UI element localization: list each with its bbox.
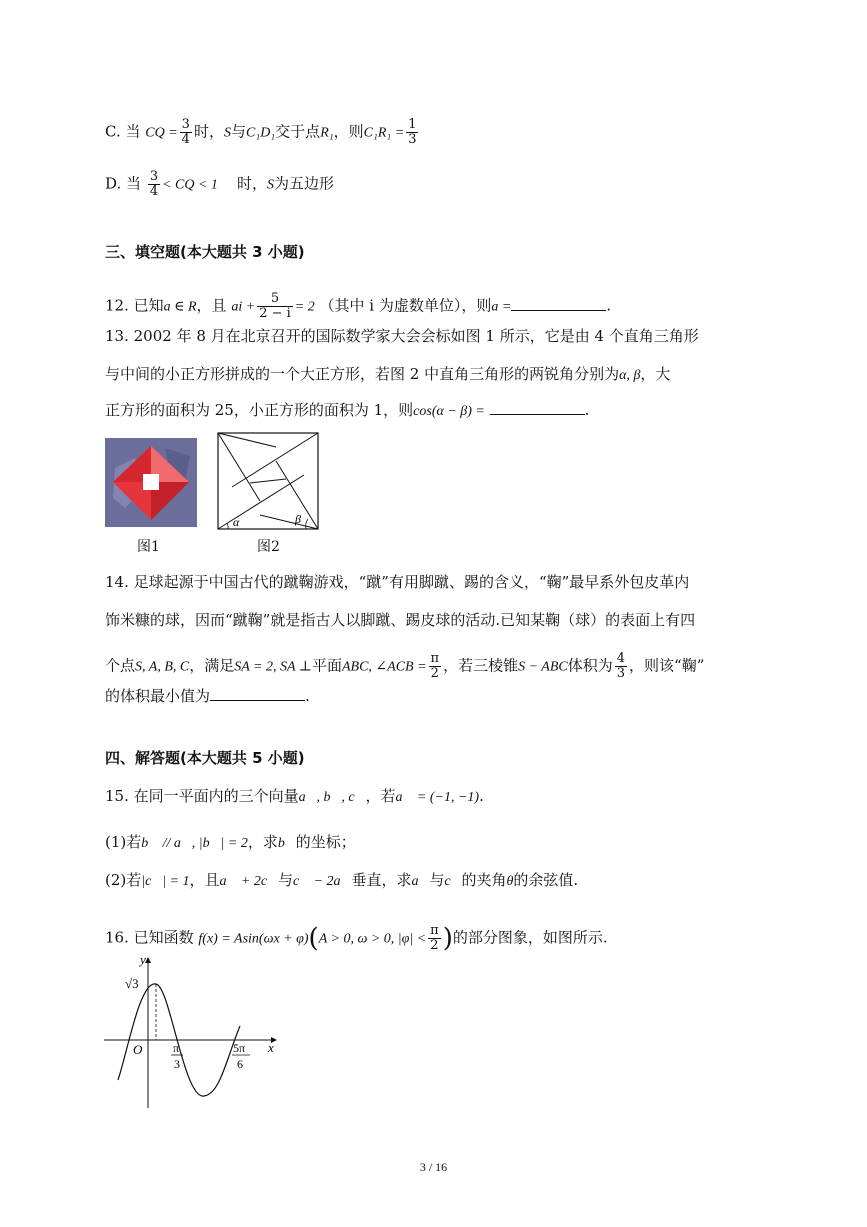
text: 15. 在同一平面内的三个向量	[105, 787, 299, 805]
q14-line-4	[105, 686, 310, 706]
math: f(x) = Asin(ωx + φ)	[198, 931, 309, 947]
fraction-denominator: 3	[616, 666, 626, 681]
text: 的体积最小值为	[105, 687, 211, 705]
math: |c⃗| = 1	[141, 874, 190, 889]
option-d-condition: < CQ < 1	[162, 177, 218, 193]
fraction-numerator: 4	[616, 651, 626, 666]
math: a⃗ = (−1, −1)	[395, 790, 480, 805]
fraction	[257, 292, 293, 321]
section-heading-3: 三、填空题(本大题共 3 小题)	[105, 243, 305, 261]
tick-2-den: 6	[237, 1057, 243, 1071]
math-point: R₁	[320, 125, 334, 141]
paren-close: )	[442, 923, 453, 954]
math: a ∈ R	[163, 299, 197, 315]
logo-small-square	[143, 474, 159, 490]
triangle-side	[260, 515, 318, 529]
text: .	[584, 401, 590, 419]
origin-label: O	[133, 1042, 143, 1057]
text: ，大	[640, 365, 671, 383]
q15-part-1	[105, 832, 356, 854]
triangle-side	[232, 433, 318, 487]
text: 与	[429, 871, 445, 889]
fraction-denominator: 4	[149, 184, 159, 199]
tick-1-num: π	[173, 1041, 180, 1055]
text: 时，	[237, 174, 268, 193]
question-16	[105, 924, 608, 953]
math: ai +	[231, 299, 256, 315]
angle-arc	[306, 519, 308, 529]
text: ，且	[189, 871, 220, 889]
math: cos(α − β) =	[413, 404, 485, 419]
text: ，若三棱锥	[443, 656, 519, 675]
text: 的余弦值.	[513, 871, 579, 889]
question-12	[105, 292, 611, 321]
math: α, β	[619, 368, 641, 383]
text: (2)若	[105, 871, 142, 889]
math-s: S	[267, 177, 275, 193]
fraction	[148, 170, 160, 199]
q14-line-3	[105, 652, 704, 681]
math: a⃗	[411, 874, 430, 889]
section-heading-4: 四、解答题(本大题共 5 小题)	[105, 749, 305, 767]
figure-2-diagram	[216, 431, 320, 531]
answer-blank[interactable]	[490, 400, 585, 415]
math: b⃗ // a⃗, |b⃗| = 2	[141, 836, 248, 851]
y-axis-label: y	[140, 952, 146, 967]
text: ，求	[247, 833, 278, 851]
math: c⃗	[444, 874, 462, 889]
alpha-label: α	[233, 515, 240, 529]
text: 平面	[311, 656, 342, 675]
fraction	[429, 652, 442, 681]
text: 交于点	[275, 122, 321, 141]
option-d	[105, 170, 334, 199]
tick-1-den: 3	[174, 1057, 180, 1071]
fraction-denominator: 3	[408, 132, 417, 147]
fraction-numerator: 3	[181, 117, 190, 132]
text: 时，	[193, 122, 224, 141]
option-c-condition: CQ =	[145, 125, 178, 141]
math: ABC, ∠ACB =	[341, 659, 427, 675]
triangle-side	[218, 433, 260, 501]
q13-line-1: 13. 2002 年 8 月在北京召开的国际数学家大会会标如图 1 所示，它是由 4 个直角三角形	[105, 327, 699, 345]
triangle-side	[218, 433, 276, 447]
fraction-numerator: 5	[257, 292, 293, 307]
fraction-numerator: 1	[408, 117, 417, 132]
math: a =	[491, 299, 512, 315]
text: 与中间的小正方形拼成的一个大正方形，若图 2 中直角三角形的两锐角分别为	[105, 365, 620, 383]
text: 的坐标；	[295, 833, 356, 851]
text: ，则该“鞠”	[629, 656, 705, 675]
math-line: C₁D₁	[245, 125, 276, 141]
text: 为五边形	[274, 174, 335, 193]
option-d-label: D. 当	[105, 174, 142, 193]
page-number: 3 / 16	[419, 1160, 448, 1174]
fraction-numerator: π	[430, 923, 439, 938]
triangle-side	[218, 475, 304, 529]
angle-arc	[227, 523, 228, 529]
fraction	[428, 924, 441, 953]
text: 体积为	[567, 656, 613, 675]
answer-blank[interactable]	[210, 686, 305, 701]
text: 与	[277, 871, 293, 889]
math: a⃗, b⃗, c⃗	[298, 790, 366, 805]
fraction-denominator: 2 − i	[259, 306, 291, 321]
tick-2-num: 5π	[233, 1041, 246, 1055]
q15-part-2	[105, 870, 578, 892]
fraction-numerator: π	[430, 651, 440, 666]
sine-graph	[100, 950, 290, 1110]
text: ，且	[196, 296, 227, 315]
fraction	[180, 118, 192, 147]
text: 个点	[105, 656, 136, 675]
text: .	[305, 687, 310, 705]
text: (1)若	[105, 833, 142, 851]
text: ，若	[365, 787, 396, 805]
fraction	[406, 118, 418, 147]
text: （其中 i 为虚数单位），则	[319, 296, 492, 315]
beta-label: β	[295, 512, 301, 526]
fraction	[615, 652, 627, 681]
fraction-denominator: 2	[430, 666, 439, 681]
math: A > 0, ω > 0, |φ| <	[318, 931, 427, 947]
text: .	[606, 296, 612, 315]
math: b⃗	[277, 836, 296, 851]
math-s: S	[223, 125, 231, 141]
x-axis-label: x	[268, 1040, 274, 1055]
math: SA = 2, SA ⊥	[234, 659, 312, 675]
fraction-denominator: 4	[181, 132, 190, 147]
math: θ	[506, 874, 514, 889]
text: 与	[230, 122, 246, 141]
math: c⃗ − 2a⃗	[292, 874, 352, 889]
text: ，则	[333, 122, 364, 141]
figure-1-logo	[105, 438, 197, 527]
math: S, A, B, C	[135, 659, 190, 675]
math: S − ABC	[518, 659, 568, 675]
text: 12. 已知	[105, 296, 164, 315]
math: a⃗ + 2c⃗	[219, 874, 278, 889]
ymax-label: √3	[125, 976, 139, 991]
text: 的夹角	[461, 871, 507, 889]
paren-open: (	[308, 923, 319, 954]
q14-line-1: 14. 足球起源于中国古代的蹴鞠游戏，“蹴”有用脚蹴、踢的含义，“鞠”最早系外包皮革内	[105, 573, 690, 591]
math-result: C₁R₁ =	[363, 125, 405, 141]
question-15	[105, 786, 484, 808]
option-c	[105, 118, 420, 147]
q13-line-3	[105, 400, 589, 422]
text: 16. 已知函数	[105, 928, 194, 947]
q14-line-2: 饰米糠的球，因而“蹴鞠”就是指古人以脚蹴、踢皮球的活动.已知某鞠（球）的表面上有四	[105, 611, 696, 629]
fraction-denominator: 2	[430, 938, 439, 953]
figure-2-caption: 图2	[257, 539, 280, 555]
text: .	[479, 787, 484, 805]
answer-blank[interactable]	[511, 296, 606, 311]
inner-square-side	[250, 479, 286, 483]
q13-line-2	[105, 364, 670, 386]
text: 正方形的面积为 25，小正方形的面积为 1，则	[105, 401, 414, 419]
math: = 2	[294, 299, 315, 315]
figure-1-caption: 图1	[137, 539, 160, 555]
text: ，满足	[189, 656, 235, 675]
fraction-numerator: 3	[149, 169, 159, 184]
text: 垂直，求	[351, 871, 412, 889]
text: 的部分图象，如图所示.	[452, 928, 608, 947]
option-c-label: C. 当	[105, 122, 141, 141]
